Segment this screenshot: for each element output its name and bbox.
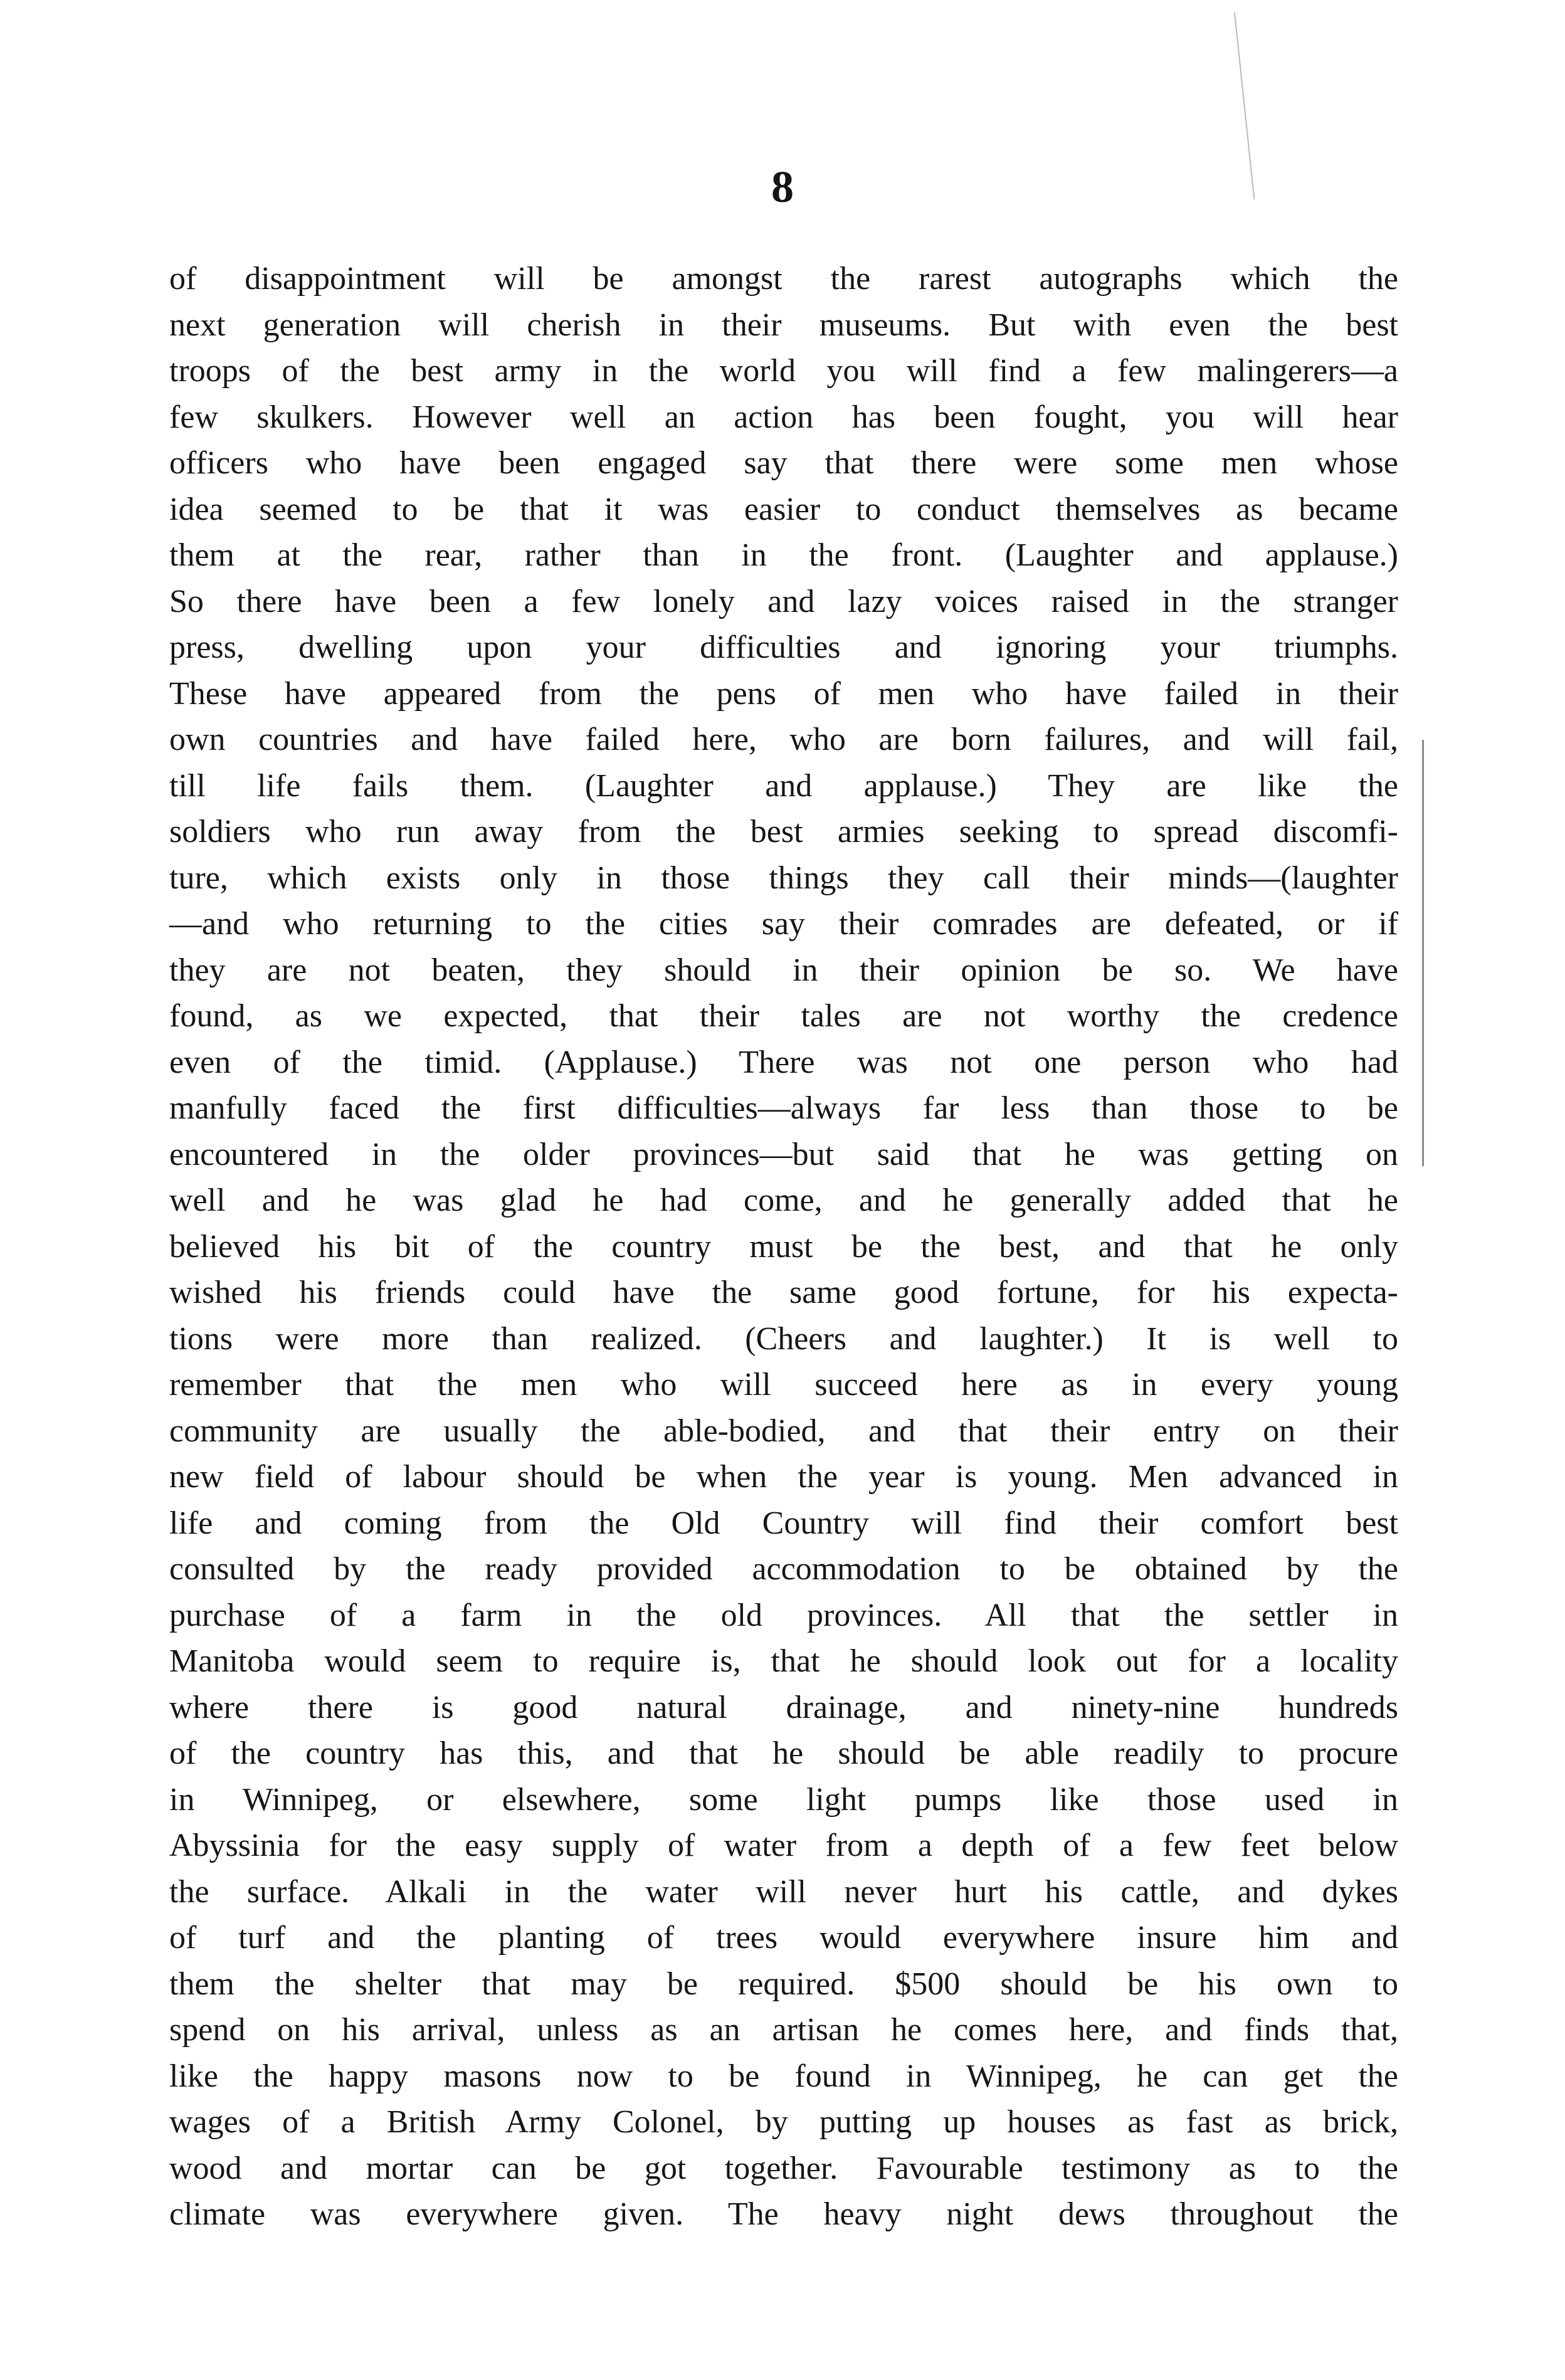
text-line: the surface. Alkali in the water will never hurt his cattle, and dykes (169, 1873, 1398, 1910)
text-line: troops of the best army in the world you will find a few malingerers—a (169, 353, 1398, 389)
text-line: own countries and have failed here, who are born failures, and will fail, (169, 722, 1398, 757)
text-line: officers who have been engaged say that there were some men whose (169, 445, 1398, 481)
body-text (169, 256, 1398, 2238)
text-line: community are usually the able-bodied, and that their entry on their (169, 1413, 1398, 1449)
text-line: tions were more than realized. (Cheers and laughter.) It is well to (169, 1320, 1398, 1357)
text-line: soldiers who run away from the best armies seeking to spread discomfi- (169, 814, 1398, 850)
text-line: life and coming from the Old Country will find their comfort best (169, 1505, 1398, 1541)
text-line: climate was everywhere given. The heavy night dews throughout the (169, 2196, 1398, 2232)
text-line: wood and mortar can be got together. Favourable testimony as to the (169, 2150, 1398, 2186)
text-line: even of the timid. (Applause.) There was not one person who had (169, 1044, 1398, 1080)
text-line: Manitoba would seem to require is, that he should look out for a locality (169, 1643, 1398, 1679)
text-line: well and he was glad he had come, and he generally added that he (169, 1182, 1398, 1218)
text-line: These have appeared from the pens of men who have failed in their (169, 675, 1398, 712)
text-line: them at the rear, rather than in the front. (Laughter and applause.) (169, 537, 1398, 573)
text-line: consulted by the ready provided accommodation to be obtained by the (169, 1551, 1398, 1587)
text-line: till life fails them. (Laughter and applause.) They are like the (169, 767, 1398, 804)
text-line: found, as we expected, that their tales are not worthy the credence (169, 998, 1398, 1034)
text-line: wages of a British Army Colonel, by putting up houses as fast as brick, (169, 2104, 1398, 2140)
text-line: encountered in the older provinces—but said that he was getting on (169, 1136, 1398, 1172)
text-line: of disappointment will be amongst the rarest autographs which the (169, 261, 1398, 297)
text-line: next generation will cherish in their museums. But with even the best (169, 307, 1398, 343)
text-line: they are not beaten, they should in their opinion be so. We have (169, 952, 1398, 988)
text-line: like the happy masons now to be found in Winnipeg, he can get the (169, 2058, 1398, 2094)
text-line: purchase of a farm in the old provinces. All that the settler in (169, 1597, 1398, 1633)
text-line: new field of labour should be when the year is young. Men advanced in (169, 1459, 1398, 1495)
text-line: —and who returning to the cities say their comrades are defeated, or if (169, 906, 1398, 942)
text-line: remember that the men who will succeed here as in every young (169, 1367, 1398, 1403)
text-line: them the shelter that may be required. $500 should be his own to (169, 1966, 1398, 2002)
text-line: idea seemed to be that it was easier to conduct themselves as became (169, 491, 1398, 527)
text-line: few skulkers. However well an action has been fought, you will hear (169, 399, 1398, 435)
scan-margin-rule (1422, 740, 1424, 1166)
text-line: wished his friends could have the same good fortune, for his expecta- (169, 1275, 1398, 1310)
page-number: 8 (771, 162, 794, 212)
text-line: ture, which exists only in those things they call their minds—(laughter (169, 860, 1398, 896)
text-line: spend on his arrival, unless as an artisan he comes here, and finds that, (169, 2012, 1398, 2048)
text-line: in Winnipeg, or elsewhere, some light pumps like those used in (169, 1781, 1398, 1818)
text-line: Abyssinia for the easy supply of water from a depth of a few feet below (169, 1828, 1398, 1863)
text-line: of turf and the planting of trees would everywhere insure him and (169, 1920, 1398, 1956)
text-line: of the country has this, and that he should be able readily to procure (169, 1735, 1398, 1771)
text-line: where there is good natural drainage, and ninety-nine hundreds (169, 1689, 1398, 1725)
text-line: press, dwelling upon your difficulties and ignoring your triumphs. (169, 629, 1398, 665)
text-line: manfully faced the first difficulties—always far less than those to be (169, 1090, 1398, 1126)
text-line: So there have been a few lonely and lazy voices raised in the stranger (169, 583, 1398, 619)
text-line: believed his bit of the country must be the best, and that he only (169, 1228, 1398, 1265)
